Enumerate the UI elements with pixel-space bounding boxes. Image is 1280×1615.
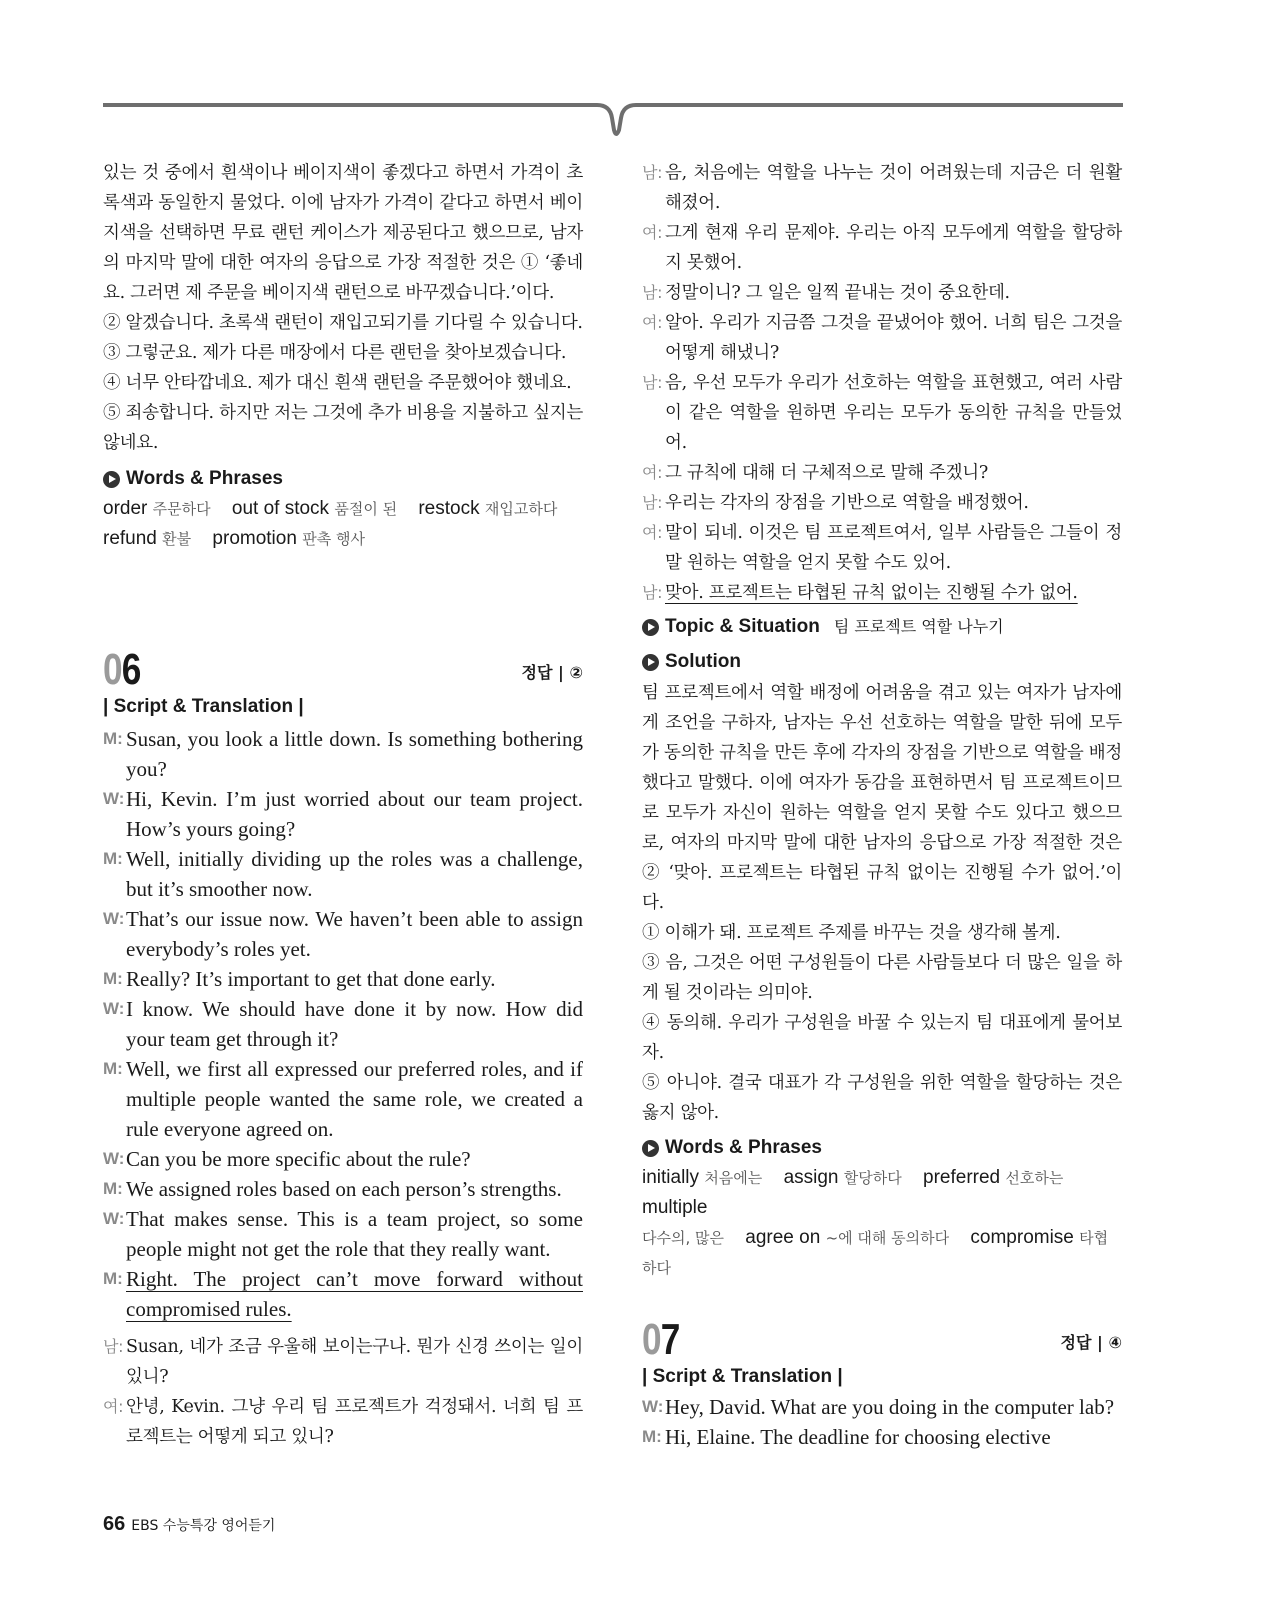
option: ③ 음, 그것은 어떤 구성원들이 다른 사람들보다 더 많은 일을 하게 될 것이라는 의미야. [642,953,1122,1003]
question-07-header [642,1315,1122,1364]
topic-heading [642,612,1122,642]
speaker-label: W: [103,909,125,928]
answer-label: 정답 | ② [521,663,583,682]
speaker-label: 남: [642,163,663,182]
utterance-text: Susan, you look a little down. Is something bothering you? [126,727,583,781]
utterance-text: 그게 현재 우리 문제야. 우리는 아직 모두에게 역할을 할당하지 못했어. [665,223,1122,273]
word: initially [642,1167,700,1188]
dialogue [642,1392,1122,1452]
topic-text: 팀 프로젝트 역할 나누기 [833,617,1004,636]
utterance-text: Can you be more specific about the rule? [126,1147,471,1171]
page-footer [103,1513,275,1536]
utterance-text: Hi, Elaine. The deadline for choosing elective [665,1425,1051,1449]
dialogue-line [103,964,583,994]
dialogue-line [642,578,1122,608]
utterance-text: 알아. 우리가 지금쯤 그것을 끝냈어야 했어. 너희 팀은 그것을 어떻게 해냈니? [665,313,1122,363]
meaning: 선호하는 [1005,1169,1064,1187]
meaning: 환불 [162,530,192,548]
utterance-text: 맞아. 프로젝트는 타협된 규칙 없이는 진행될 수가 없어. [665,583,1078,603]
words-list [103,494,583,554]
speaker-label: W: [103,1209,125,1228]
speaker-label: 여: [642,523,663,542]
dialogue-line [642,1422,1122,1452]
word: promotion [212,528,297,549]
dialogue-line [103,1174,583,1204]
utterance [126,1332,583,1392]
utterance-text: Right. The project can’t move forward without compromised rules. [126,1267,583,1321]
words-heading [103,464,583,494]
dialogue-line [103,1204,583,1264]
dialogue-line [642,158,1122,218]
option: ⑤ 아니야. 결국 대표가 각 구성원을 위한 역할을 할당하는 것은 옳지 않아. [642,1073,1122,1123]
option: ⑤ 죄송합니다. 하지만 저는 그것에 추가 비용을 지불하고 싶지는 않네요. [103,403,583,453]
dialogue-line [103,724,583,784]
utterance-text: 정말이니? 그 일은 일찍 끝내는 것이 중요한데. [665,283,1010,303]
speaker-label: M: [103,1269,123,1288]
dialogue-line [103,994,583,1054]
word: agree on [745,1227,821,1248]
utterance [126,1054,583,1144]
utterance-text: 그 규칙에 대해 더 구체적으로 말해 주겠니? [665,463,988,483]
utterance [665,488,1122,518]
utterance [126,724,583,784]
utterance-text: That’s our issue now. We haven’t been able to assign everybody’s roles yet. [126,907,583,961]
meaning: 다수의, 많은 [642,1229,724,1247]
utterance-text: Hi, Kevin. I’m just worried about our team project. How’s yours going? [126,787,583,841]
speaker-label: W: [642,1397,664,1416]
utterance [126,1392,583,1452]
words-heading-text: Words & Phrases [665,1137,822,1158]
option: ② 알겠습니다. 초록색 랜턴이 재입고되기를 기다릴 수 있습니다. [103,313,583,333]
word: multiple [642,1197,708,1218]
meaning: 품절이 된 [334,500,398,518]
utterance-text: Well, we first all expressed our preferred roles, and if multiple people wanted the same role, we created a rule everyone agreed on. [126,1057,583,1141]
dialogue-line [103,1144,583,1174]
word: assign [783,1167,839,1188]
speaker-label: 여: [103,1397,124,1416]
utterance [126,1264,583,1324]
book-title: EBS 수능특강 영어듣기 [131,1518,276,1534]
dialogue-line [103,1332,583,1392]
play-bullet-icon [103,471,120,488]
utterance-text: Hey, David. What are you doing in the computer lab? [665,1395,1115,1419]
utterance [126,964,583,994]
speaker-label: 여: [642,313,663,332]
dialogue-line [642,218,1122,278]
answer-label: 정답 | ④ [1060,1333,1122,1352]
word: order [103,498,148,519]
option: ④ 너무 안타깝네요. 제가 대신 흰색 랜턴을 주문했어야 했네요. [103,373,572,393]
words-heading [642,1133,1122,1163]
play-bullet-icon [642,619,659,636]
speaker-label: W: [103,1149,125,1168]
meaning: 재입고하다 [484,500,558,518]
utterance-text: 음, 처음에는 역할을 나누는 것이 어려웠는데 지금은 더 원활해졌어. [665,163,1122,213]
speaker-label: 여: [642,463,663,482]
speaker-label: M: [103,729,123,748]
utterance-text: 음, 우선 모두가 우리가 선호하는 역할을 표현했고, 여러 사람이 같은 역할을 원하면 우리는 모두가 동의한 규칙을 만들었어. [665,373,1122,453]
translation-continued [642,158,1122,608]
utterance-text: 말이 되네. 이것은 팀 프로젝트여서, 일부 사람들은 그들이 정말 원하는 역할을 얻지 못할 수도 있어. [665,523,1122,573]
dialogue-line [103,784,583,844]
utterance [665,218,1122,278]
speaker-label: M: [103,969,123,988]
solution-heading [642,647,1122,677]
utterance [126,904,583,964]
script-heading: | Script & Translation | [642,1366,843,1387]
utterance-text: That makes sense. This is a team project, so some people might not get the role that they really want. [126,1207,583,1261]
dialogue-line [103,844,583,904]
dialogue-line [642,278,1122,308]
utterance [665,308,1122,368]
speaker-label: W: [103,999,125,1018]
utterance [126,1204,583,1264]
question-number: 06 [103,645,141,694]
speaker-label: 여: [642,223,663,242]
utterance-text: 우리는 각자의 장점을 기반으로 역할을 배정했어. [665,493,1029,513]
utterance [665,458,1122,488]
option: ③ 그렇군요. 제가 다른 매장에서 다른 랜턴을 찾아보겠습니다. [103,343,567,363]
utterance [665,1392,1122,1422]
speaker-label: 남: [642,373,663,392]
dialogue-line [103,1392,583,1452]
utterance [126,844,583,904]
word: refund [103,528,157,549]
speaker-label: M: [103,849,123,868]
speaker-label: M: [642,1427,662,1446]
play-bullet-icon [642,654,659,671]
translation [103,1332,583,1452]
utterance-text: Well, initially dividing up the roles was a challenge, but it’s smoother now. [126,847,583,901]
dialogue-line [642,518,1122,578]
option: ④ 동의해. 우리가 구성원을 바꿀 수 있는지 팀 대표에게 물어보자. [642,1013,1122,1063]
dialogue [103,724,583,1324]
words-list [642,1163,1122,1283]
word: preferred [923,1167,1001,1188]
meaning: 주문하다 [152,500,211,518]
speaker-label: W: [103,789,125,808]
dialogue-line [642,368,1122,458]
speaker-label: 남: [642,583,663,602]
utterance-text: Really? It’s important to get that done early. [126,967,496,991]
dialogue-line [642,488,1122,518]
dialogue-line [103,1264,583,1324]
utterance [126,994,583,1054]
header-rule [0,0,1280,140]
words-heading-text: Words & Phrases [126,468,283,489]
utterance [665,368,1122,458]
option-list [103,308,583,458]
utterance [665,1422,1122,1452]
meaning: 할당하다 [843,1169,902,1187]
dialogue-line [103,904,583,964]
meaning: 처음에는 [704,1169,763,1187]
option-list [642,918,1122,1128]
dialogue-line [642,308,1122,368]
play-bullet-icon [642,1140,659,1157]
utterance-text: I know. We should have done it by now. How did your team get through it? [126,997,583,1051]
meaning: 타협하다 [642,1229,1109,1277]
word: restock [418,498,480,519]
utterance [665,518,1122,578]
dialogue-line [642,1392,1122,1422]
utterance-text: Susan, 네가 조금 우울해 보이는구나. 뭔가 신경 쓰이는 일이 있니? [126,1337,583,1387]
speaker-label: M: [103,1179,123,1198]
utterance-text: We assigned roles based on each person’s strengths. [126,1177,562,1201]
utterance [126,784,583,844]
speaker-label: 남: [642,493,663,512]
solution-heading-text: Solution [665,651,741,672]
dialogue-line [642,458,1122,488]
dialogue-line [103,1054,583,1144]
speaker-label: 남: [103,1337,124,1356]
solution-paragraph: 팀 프로젝트에서 역할 배정에 어려움을 겪고 있는 여자가 남자에게 조언을 구하자, 남자는 우선 선호하는 역할을 말한 뒤에 모두가 동의한 규칙을 만든 후에 각자의 장점을 기반으로 역할을 배정했다고 말했다. 이에 여자가 동감을 표현하면서 팀 프로젝트이므로 모두가 자신이 원하는 역할을 얻지 못할 수도 있다고 했으므로, 여자의 마지막 말에 대한 남자의 응답으로 가장 적절한 것은 ② ‘맞아. 프로젝트는 타협된 규칙 없이는 진행될 수가 없어.’이다. [642,683,1122,913]
option: ① 이해가 돼. 프로젝트 주제를 바꾸는 것을 생각해 볼게. [642,923,1061,943]
meaning: ~에 대해 동의하다 [825,1229,950,1247]
intro-paragraph: 있는 것 중에서 흰색이나 베이지색이 좋겠다고 하면서 가격이 초록색과 동일한지 물었다. 이에 남자가 가격이 같다고 하면서 베이지색을 선택하면 무료 랜턴 케이스가 제공된다고 했으므로, 남자의 마지막 말에 대한 여자의 응답으로 가장 적절한 것은 ① ‘좋네요. 그러면 제 주문을 베이지색 랜턴으로 바꾸겠습니다.’이다. [103,163,583,303]
meaning: 판촉 행사 [302,530,365,548]
script-heading: | Script & Translation | [103,696,304,717]
utterance-text: 안녕, Kevin. 그냥 우리 팀 프로젝트가 걱정돼서. 너희 팀 프로젝트는 어떻게 되고 있니? [126,1397,583,1447]
page-number: 66 [103,1513,126,1535]
question-06-header [103,645,583,694]
word: out of stock [231,498,330,519]
speaker-label: M: [103,1059,123,1078]
question-number: 07 [642,1315,680,1364]
word: compromise [970,1227,1074,1248]
utterance [665,158,1122,218]
utterance [665,278,1122,308]
utterance [126,1144,583,1174]
topic-heading-text: Topic & Situation [665,616,820,637]
utterance [126,1174,583,1204]
utterance [665,578,1122,608]
speaker-label: 남: [642,283,663,302]
